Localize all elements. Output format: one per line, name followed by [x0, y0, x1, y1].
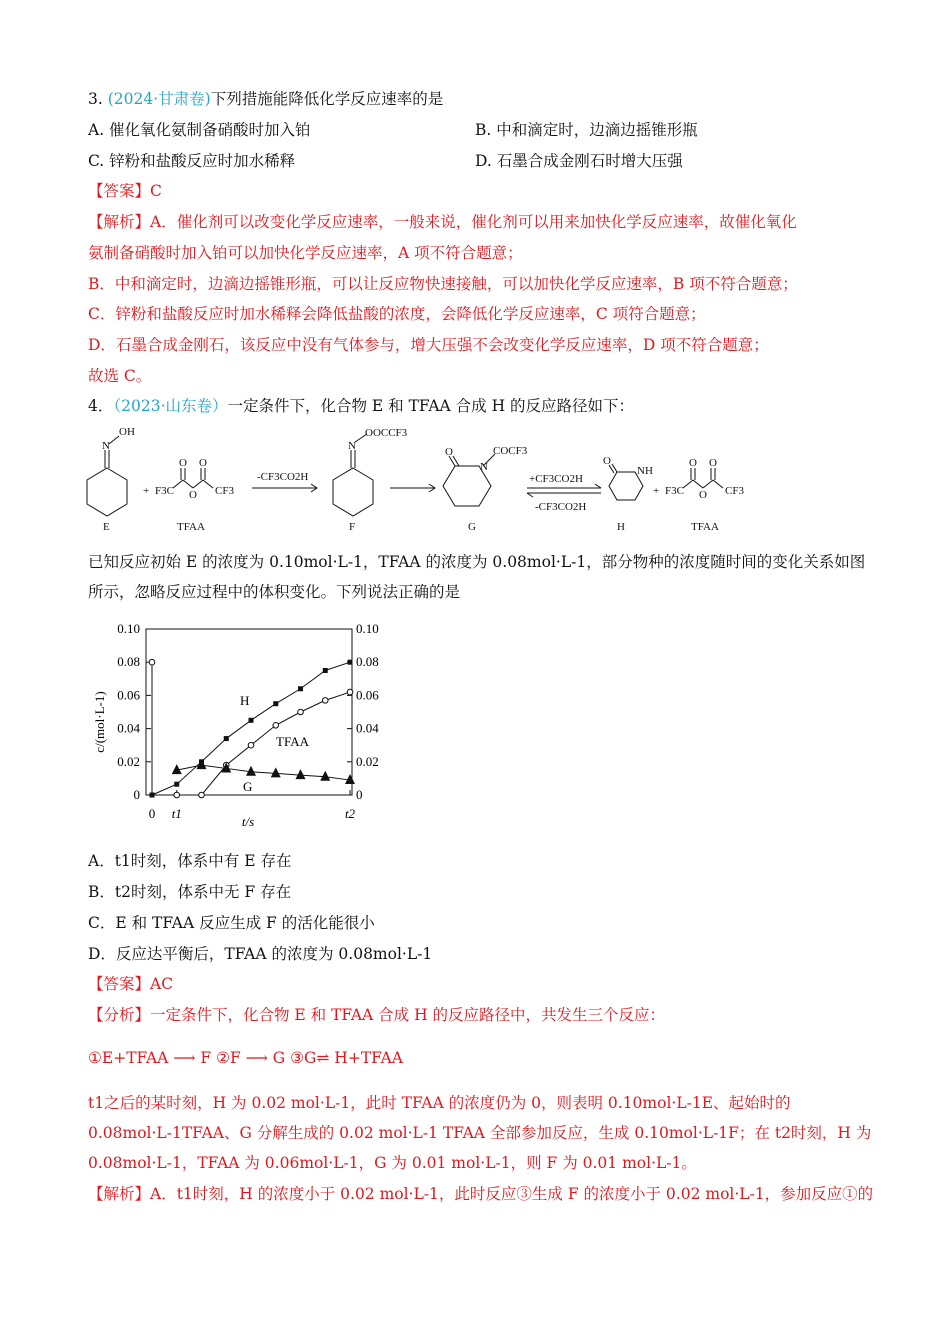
- q3-conclusion: 故选 C。: [88, 367, 152, 385]
- q4-number: 4．: [88, 397, 114, 415]
- x-axis-label: t/s: [241, 814, 255, 829]
- q4-info-line: 已知反应初始 E 的浓度为 0.10mol·L-1，TFAA 的浓度为 0.08mol·L-1，部分物种的浓度随时间的变化关系如图: [88, 553, 866, 571]
- y-tick-label: 0.04: [117, 720, 140, 736]
- concentration-chart: [88, 612, 418, 834]
- e-oh: OH: [119, 426, 135, 438]
- plus-sign: +: [143, 485, 150, 497]
- series-tfaa-point: [149, 659, 155, 665]
- series-g-point: [197, 759, 207, 769]
- q4-reactions: ①E+TFAA ⟶ F ②F ⟶ G ③G⇌ H+TFAA: [88, 1049, 403, 1067]
- tfaa-cf3: CF3: [725, 485, 744, 497]
- series-g-point: [271, 767, 281, 777]
- q3-stem: 下列措施能降低化学反应速率的是: [210, 90, 444, 108]
- q4-analysis-line: t1之后的某时刻，H 为 0.02 mol·L-1，此时 TFAA 的浓度仍为 0，则表明 0.10mol·L-1E、起始时的: [88, 1094, 791, 1112]
- q3-stem-line: [88, 88, 443, 110]
- series-h-point: [273, 701, 278, 706]
- tfaa-o: O: [689, 457, 697, 469]
- g-o: O: [445, 446, 453, 458]
- q4-analysis-intro: 【分析】一定条件下，化合物 E 和 TFAA 合成 H 的反应路径中，共发生三个反应：: [88, 1006, 666, 1024]
- f-n-atom: N: [348, 440, 356, 452]
- series-g-point: [345, 774, 355, 784]
- tfaa-o: O: [709, 457, 717, 469]
- x-tick-label: 0: [148, 806, 156, 821]
- series-tfaa-point: [174, 792, 180, 798]
- tfaa-bridge-o: O: [189, 489, 197, 501]
- eq-top-label: +CF3CO2H: [529, 473, 583, 485]
- f-label: F: [349, 521, 356, 533]
- series-tfaa-point: [248, 742, 254, 748]
- q3-analysis-line: D．石墨合成金刚石，该反应中没有气体参与，增大压强不会改变化学反应速率，D 项不符合题意；: [88, 336, 769, 354]
- q4-analysis-line: 0.08mol·L-1TFAA、G 分解生成的 0.02 mol·L-1 TFAA 全部参加反应，生成 0.10mol·L-1F；在 t2时刻，H 为: [88, 1124, 872, 1142]
- q3-option-c: C. 锌粉和盐酸反应时加水稀释: [88, 152, 296, 170]
- y-tick-label: 0.08: [356, 654, 379, 670]
- series-h-point: [348, 660, 353, 665]
- q3-source: (2024·甘肃卷): [107, 90, 211, 108]
- series-g-point: [296, 769, 306, 779]
- q4-explanation-line: 【解析】A．t1时刻，H 的浓度小于 0.02 mol·L-1，此时反应③生成 F 的浓度小于 0.02 mol·L-1，参加反应①的: [88, 1185, 874, 1203]
- tfaa-f3c: F3C: [155, 485, 174, 497]
- q3-analysis-line: 【解析】A．催化剂可以改变化学反应速率，一般来说，催化剂可以用来加快化学反应速率，故催化氧化: [88, 213, 797, 231]
- q4-source: （2023·山东卷）: [113, 397, 228, 415]
- y-tick-label: 0.06: [117, 687, 140, 703]
- q3-number: 3.: [88, 90, 103, 108]
- series-tfaa-point: [273, 722, 279, 728]
- series-label-h: H: [240, 693, 250, 708]
- q3-analysis-line: 氨制备硝酸时加入铂可以加快化学反应速率，A 项不符合题意；: [88, 244, 523, 262]
- f-substituent: OOCCF3: [365, 427, 408, 439]
- g-n: N: [480, 461, 488, 473]
- tfaa-label: TFAA: [691, 521, 719, 533]
- q3-option-a: A. 催化氧化氨制备硝酸时加入铂: [88, 121, 311, 139]
- series-tfaa-point: [298, 709, 304, 715]
- h-o: O: [603, 455, 611, 467]
- q4-stem-line: [88, 395, 634, 417]
- series-label-tfaa: TFAA: [276, 734, 309, 749]
- q4-answer: 【答案】AC: [88, 975, 174, 993]
- tfaa-label: TFAA: [177, 521, 205, 533]
- y-axis-label: c/(mol·L-1): [92, 691, 107, 753]
- y-tick-label: 0.04: [356, 720, 379, 736]
- series-tfaa-point: [347, 689, 353, 695]
- y-tick-label: 0.08: [117, 654, 140, 670]
- q3-option-b: B. 中和滴定时，边滴边摇锥形瓶: [475, 121, 698, 139]
- reaction-scheme: [85, 422, 785, 537]
- h-label: H: [617, 521, 625, 533]
- y-tick-label: 0.02: [356, 753, 379, 769]
- tfaa-cf3: CF3: [215, 485, 234, 497]
- series-h-point: [249, 718, 254, 723]
- series-tfaa-point: [322, 698, 328, 704]
- series-g-point: [246, 766, 256, 776]
- g-substituent: COCF3: [493, 445, 528, 457]
- tfaa-bridge-o: O: [699, 489, 707, 501]
- q4-option-c: C．E 和 TFAA 反应生成 F 的活化能很小: [88, 914, 375, 932]
- series-h-point: [298, 686, 303, 691]
- x-tick-label: t1: [171, 806, 182, 821]
- arrow1-label: -CF3CO2H: [257, 471, 309, 483]
- q4-analysis-line: 0.08mol·L-1，TFAA 为 0.06mol·L-1，G 为 0.01 mol·L-1，则 F 为 0.01 mol·L-1。: [88, 1154, 697, 1172]
- h-nh: NH: [637, 465, 653, 477]
- tfaa-f3c: F3C: [665, 485, 684, 497]
- q4-option-b: B．t2时刻，体系中无 F 存在: [88, 883, 292, 901]
- series-h-point: [323, 668, 328, 673]
- series-label-g: G: [243, 779, 253, 794]
- x-tick-label: t2: [344, 806, 356, 821]
- e-label: E: [103, 521, 110, 533]
- e-n-atom: N: [102, 440, 110, 452]
- series-h-point: [174, 782, 179, 787]
- y-tick-label: 0.06: [356, 687, 379, 703]
- q4-stem: 一定条件下，化合物 E 和 TFAA 合成 H 的反应路径如下：: [227, 397, 635, 415]
- plus-sign: +: [653, 485, 660, 497]
- q4-option-a: A．t1时刻，体系中有 E 存在: [88, 852, 292, 870]
- q3-analysis-line: B．中和滴定时，边滴边摇锥形瓶，可以让反应物快速接触，可以加快化学反应速率，B 项不符合题意；: [88, 275, 798, 293]
- g-label: G: [468, 521, 476, 533]
- q4-option-d: D．反应达平衡后，TFAA 的浓度为 0.08mol·L-1: [88, 945, 433, 963]
- y-tick-label: 0: [356, 787, 363, 802]
- q3-option-d: D. 石墨合成金刚石时增大压强: [475, 152, 683, 170]
- y-tick-label: 0.10: [356, 621, 379, 636]
- tfaa-o: O: [179, 457, 187, 469]
- q4-info-line: 所示，忽略反应过程中的体积变化。下列说法正确的是: [88, 583, 461, 601]
- series-g-point: [221, 762, 231, 772]
- series-tfaa-point: [199, 792, 205, 798]
- series-g-point: [320, 771, 330, 781]
- tfaa-o: O: [199, 457, 207, 469]
- q3-answer: 【答案】C: [88, 182, 162, 200]
- y-tick-label: 0.02: [117, 753, 140, 769]
- y-tick-label: 0: [133, 787, 140, 802]
- eq-bottom-label: -CF3CO2H: [535, 501, 587, 513]
- q3-analysis-line: C．锌粉和盐酸反应时加水稀释会降低盐酸的浓度，会降低化学反应速率，C 项符合题意；: [88, 305, 706, 323]
- series-h-point: [224, 736, 229, 741]
- y-tick-label: 0.10: [117, 621, 140, 636]
